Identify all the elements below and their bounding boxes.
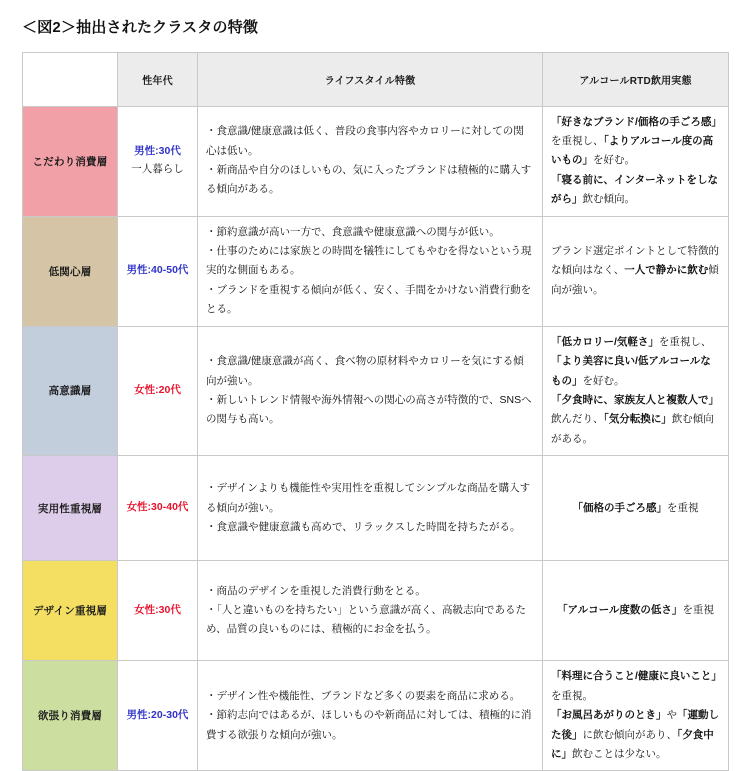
lifestyle-bullet: ・節約志向ではあるが、ほしいものや新商品に対しては、積極的に消費する欲張りな傾向が強い。: [206, 706, 534, 745]
rtd-emphasis: 「よりアルコール度の高いもの」: [551, 135, 713, 166]
rtd-text: を好む。: [593, 154, 635, 166]
lifestyle-cell: [198, 216, 543, 326]
rtd-text: を重視し、: [659, 336, 712, 348]
column-header-blank: [23, 52, 118, 106]
table-row: [23, 326, 729, 456]
rtd-paragraph: [551, 706, 720, 764]
rtd-paragraph: [551, 391, 720, 449]
lifestyle-cell: [198, 106, 543, 216]
table-body: [23, 106, 729, 771]
lifestyle-bullet: ・ブランドを重視する傾向が低く、安く、手間をかけない消費行動をとる。: [206, 281, 534, 320]
rtd-emphasis: 「お風呂あがりのとき」: [551, 709, 667, 721]
gender-age-value: 女性:30代: [126, 602, 189, 620]
lifestyle-bullet: ・食意識/健康意識が高く、食べ物の原材料やカロリーを気にする傾向が強い。: [206, 352, 534, 391]
rtd-text: を重視: [667, 502, 699, 514]
rtd-paragraph: [551, 499, 720, 518]
lifestyle-bullet: ・食意識や健康意識も高めで、リラックスした時間を持ちたがる。: [206, 518, 534, 537]
cluster-label-cell: 低関心層: [23, 216, 118, 326]
rtd-usage-cell: [543, 326, 729, 456]
rtd-usage-cell: [543, 661, 729, 771]
rtd-usage-cell: [543, 561, 729, 661]
lifestyle-bullet: ・商品のデザインを重視した消費行動をとる。: [206, 582, 534, 601]
rtd-text: 飲んだり、: [551, 413, 604, 425]
rtd-emphasis: 「好きなブランド/価格の手ごろ感」: [551, 116, 722, 128]
rtd-emphasis: 「低カロリー/気軽さ」: [551, 336, 659, 348]
lifestyle-bullet: ・新商品や自分のほしいもの、気に入ったブランドは積極的に購入する傾向がある。: [206, 161, 534, 200]
column-header-rtd: アルコールRTD飲用実態: [543, 52, 729, 106]
rtd-emphasis: 「料理に合うこと/健康に良いこと」: [551, 670, 722, 682]
gender-age-value: 女性:30-40代: [126, 499, 189, 517]
rtd-paragraph: [551, 601, 720, 620]
rtd-emphasis: 「運動した後」: [551, 709, 719, 740]
gender-age-cell: [118, 326, 198, 456]
rtd-text: 飲むことは少ない。: [572, 748, 667, 760]
lifestyle-bullet: ・デザイン性や機能性、ブランドなど多くの要素を商品に求める。: [206, 687, 534, 706]
rtd-text: を重視。: [551, 690, 593, 702]
rtd-usage-cell: [543, 216, 729, 326]
gender-age-cell: [118, 106, 198, 216]
cluster-label-cell: デザイン重視層: [23, 561, 118, 661]
rtd-emphasis: 「価格の手ごろ感」: [573, 502, 668, 514]
rtd-usage-cell: [543, 456, 729, 561]
table-row: [23, 561, 729, 661]
rtd-emphasis: 「寝る前に、インターネットをしながら」: [551, 174, 718, 205]
lifestyle-bullet: ・「人と違いものを持ちたい」という意識が高く、高級志向であるため、品質の良いものには、積極的にお金を払う。: [206, 601, 534, 640]
table-header: [23, 52, 729, 106]
lifestyle-bullet: ・デザインよりも機能性や実用性を重視してシンプルな商品を購入する傾向が強い。: [206, 479, 534, 518]
household-value: 一人暮らし: [126, 161, 189, 179]
rtd-paragraph: [551, 667, 720, 706]
rtd-paragraph: [551, 242, 720, 300]
gender-age-cell: [118, 561, 198, 661]
rtd-emphasis: 「より美容に良い/低アルコールなもの」: [551, 355, 711, 386]
gender-age-value: 男性:30代: [126, 143, 189, 161]
rtd-paragraph: [551, 333, 720, 391]
lifestyle-cell: [198, 326, 543, 456]
lifestyle-bullet: ・食意識/健康意識は低く、普段の食事内容やカロリーに対しての関心は低い。: [206, 122, 534, 161]
gender-age-value: 女性:20代: [126, 382, 189, 400]
column-header-gender-age: 性年代: [118, 52, 198, 106]
lifestyle-cell: [198, 661, 543, 771]
lifestyle-bullet: ・仕事のためには家族との時間を犠牲にしてもやむを得ないという現実的な側面もある。: [206, 242, 534, 281]
rtd-emphasis: 一人で静かに飲む: [624, 264, 708, 276]
rtd-text: 飲む傾向。: [583, 193, 636, 205]
cluster-label-cell: 欲張り消費層: [23, 661, 118, 771]
rtd-text: を重視し、: [551, 135, 604, 147]
rtd-text: や: [667, 709, 678, 721]
table-row: [23, 216, 729, 326]
cluster-label-cell: 高意識層: [23, 326, 118, 456]
cluster-label-cell: こだわり消費層: [23, 106, 118, 216]
cluster-feature-table: [22, 52, 729, 771]
rtd-emphasis: 「夕食中に」: [551, 729, 714, 760]
gender-age-value: 男性:20-30代: [126, 707, 189, 725]
lifestyle-bullet: ・節約意識が高い一方で、食意識や健康意識への関与が低い。: [206, 223, 534, 242]
table-row: [23, 661, 729, 771]
gender-age-cell: [118, 661, 198, 771]
header-row: [23, 52, 729, 106]
column-header-lifestyle: ライフスタイル特徴: [198, 52, 543, 106]
rtd-text: ブランド選定ポイントとして特徴的な傾向はなく、: [551, 245, 719, 276]
rtd-text: 飲む傾向がある。: [551, 413, 714, 444]
rtd-usage-cell: [543, 106, 729, 216]
rtd-emphasis: 「気分転換に」: [604, 413, 672, 425]
cluster-label-cell: 実用性重視層: [23, 456, 118, 561]
lifestyle-cell: [198, 456, 543, 561]
rtd-paragraph: [551, 113, 720, 171]
rtd-text: に飲む傾向があり、: [583, 729, 678, 741]
gender-age-value: 男性:40-50代: [126, 262, 189, 280]
gender-age-cell: [118, 456, 198, 561]
rtd-text: 傾向が強い。: [551, 264, 719, 295]
rtd-text: を重視: [682, 604, 714, 616]
gender-age-cell: [118, 216, 198, 326]
rtd-emphasis: 「夕食時に、家族友人と複数人で」: [551, 394, 719, 406]
rtd-text: を好む。: [583, 375, 625, 387]
page-title: ＜図2＞抽出されたクラスタの特徴: [22, 18, 728, 38]
rtd-paragraph: [551, 171, 720, 210]
lifestyle-bullet: ・新しいトレンド情報や海外情報への関心の高さが特徴的で、SNSへの関与も高い。: [206, 391, 534, 430]
lifestyle-cell: [198, 561, 543, 661]
table-row: [23, 456, 729, 561]
rtd-emphasis: 「アルコール度数の低さ」: [557, 604, 682, 616]
table-row: [23, 106, 729, 216]
